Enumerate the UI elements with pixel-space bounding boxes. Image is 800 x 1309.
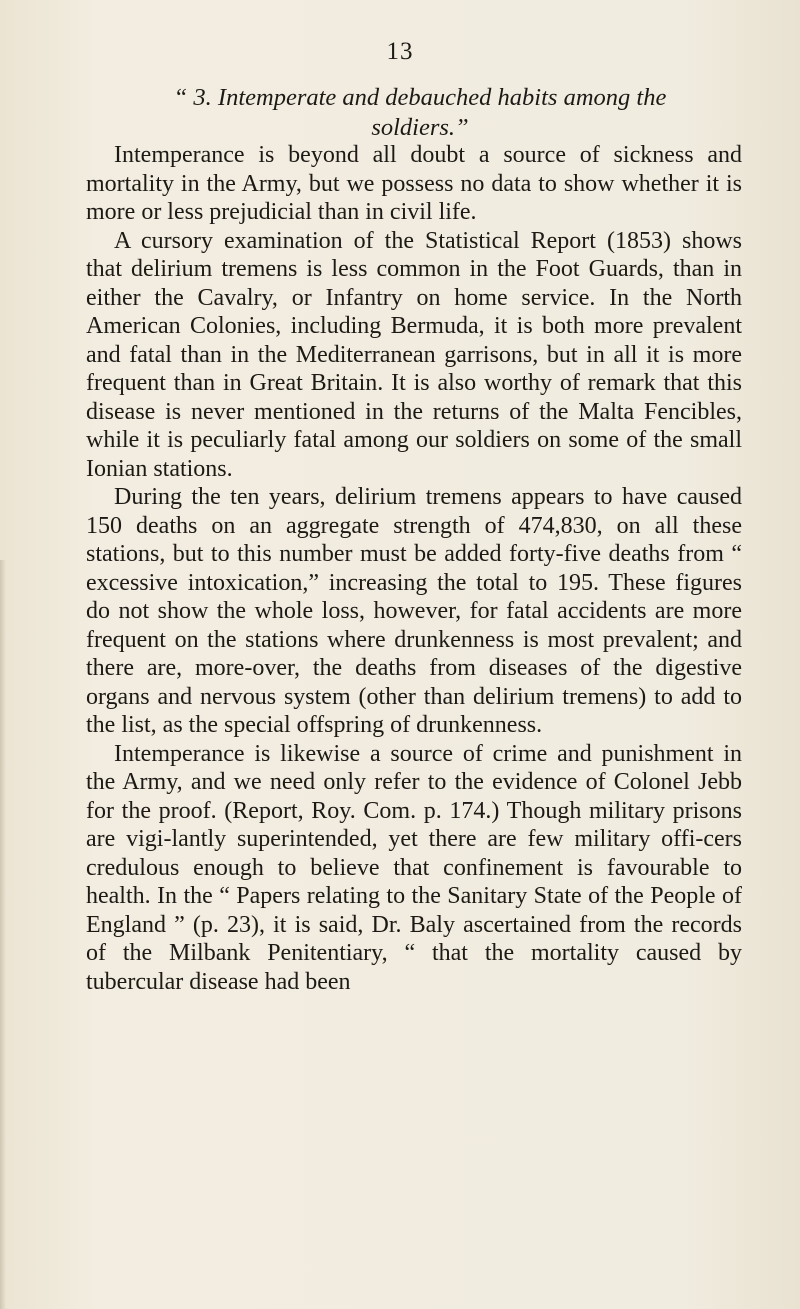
paragraph-ten-years: During the ten years, delirium tremens appears to have caused 150 deaths on an aggregate strength of 474,830, on all these stations, but to this number must be added forty-five deaths from “ excessive intoxication,” increasing the total to 195. These figures do not show the whole loss, however, for fatal accidents are more frequent on the stations where drunkenness is most prevalent; and there are, more-over, the deaths from diseases of the digestive organs and nervous system (other than delirium tremens) to add to the list, as the special offspring of drunkenness. — [86, 484, 742, 738]
body-text — [86, 141, 742, 996]
page-spine-shadow — [0, 560, 6, 1309]
page-number: 13 — [386, 38, 414, 65]
section-heading-line-1: “ 3. Intemperate and debauched habits among the — [173, 84, 667, 111]
paragraph-crime-punishment: Intemperance is likewise a source of crime and punishment in the Army, and we need only refer to the evidence of Colonel Jebb for the proof. (Report, Roy. Com. p. 174.) Though military prisons are vigi-lantly superintended, yet there are few military offi-cers credulous enough to believe that confinement is favourable to health. In the “ Papers relating to the Sanitary State of the People of England ” (p. 23), it is said, Dr. Baly ascertained from the records of the Milbank Penitentiary, “ that the mortality caused by tubercular disease had been — [86, 740, 742, 995]
paragraph-intemperance: Intemperance is beyond all doubt a source of sickness and mortality in the Army, but we possess no data to show whether it is more or less prejudicial than in civil life. — [86, 142, 742, 225]
section-heading-line-2: soldiers.” — [371, 114, 469, 141]
paragraph-statistical-report: A cursory examination of the Statistical Report (1853) shows that delirium tremens is less common in the Foot Guards, than in either the Cavalry, or Infantry on home service. In the North American Colonies, including Bermuda, it is both more prevalent and fatal than in the Mediterranean garrisons, but in all it is more frequent than in Great Britain. It is also worthy of remark that this disease is never mentioned in the returns of the Malta Fencibles, while it is peculiarly fatal among our soldiers on some of the small Ionian stations. — [86, 227, 742, 482]
section-heading — [140, 83, 700, 143]
